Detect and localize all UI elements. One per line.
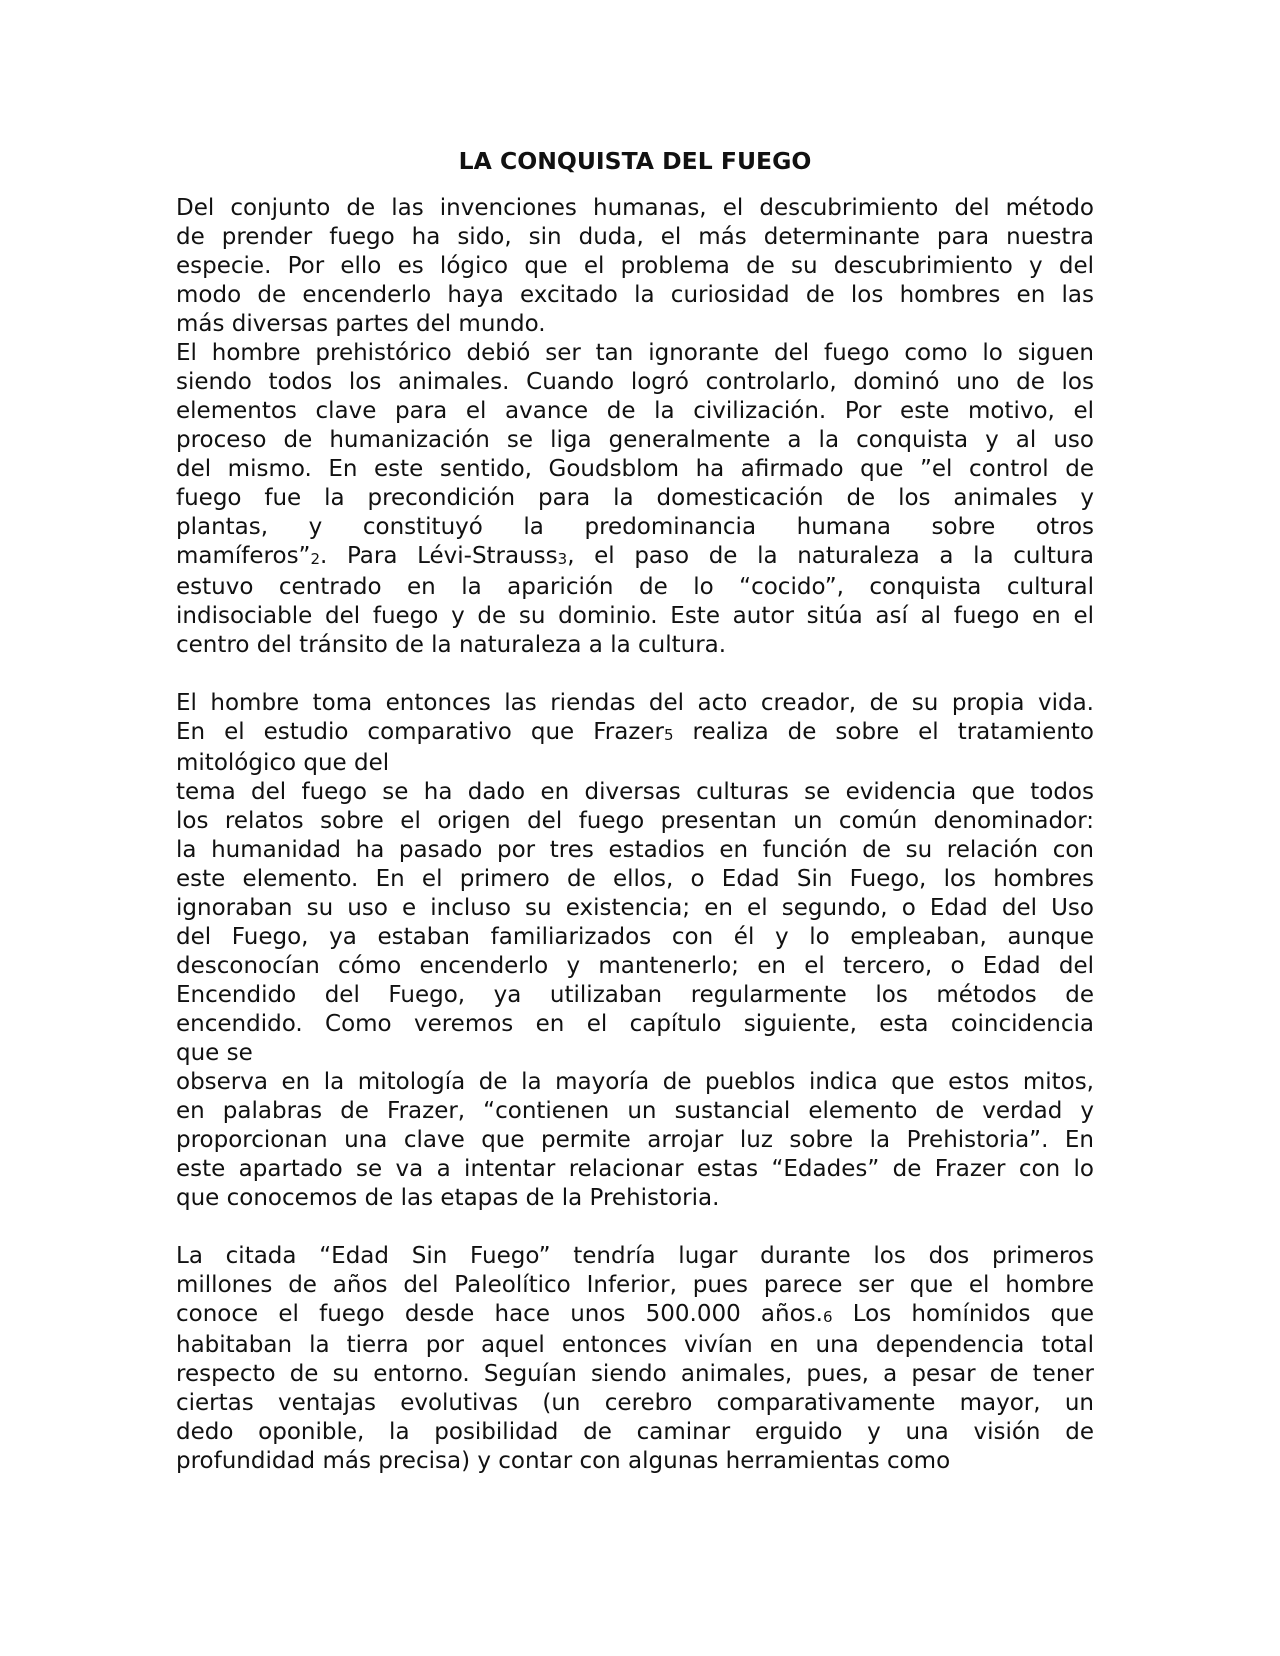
text-line: La citada “Edad Sin Fuego” tendría lugar durante los dos primeros <box>176 1243 1094 1269</box>
document-title: LA CONQUISTA DEL FUEGO <box>458 147 812 175</box>
text-line: este elemento. En el primero de ellos, o Edad Sin Fuego, los hombres <box>176 866 1094 892</box>
text-line: dedo oponible, la posibilidad de caminar erguido y una visión de <box>176 1419 1094 1445</box>
text-line: encendido. Como veremos en el capítulo siguiente, esta coincidencia <box>176 1011 1094 1037</box>
text-line: Encendido del Fuego, ya utilizaban regularmente los métodos de <box>176 982 1094 1008</box>
text-segment: mamíferos” <box>176 543 311 569</box>
text-line: que se <box>176 1040 253 1066</box>
text-line: proporcionan una clave que permite arrojar luz sobre la Prehistoria”. En <box>176 1127 1094 1153</box>
paragraph-4 <box>176 1242 1094 1476</box>
text-line: proceso de humanización se liga generalmente a la conquista y al uso <box>176 427 1094 453</box>
text-line: fuego fue la precondición para la domesticación de los animales y <box>176 485 1094 511</box>
text-line: El hombre prehistórico debió ser tan ignorante del fuego como lo siguen <box>176 340 1094 366</box>
text-line: desconocían cómo encenderlo y mantenerlo; en el tercero, o Edad del <box>176 953 1094 979</box>
text-line-with-footnotes <box>176 542 1094 573</box>
text-line: en palabras de Frazer, “contienen un sustancial elemento de verdad y <box>176 1098 1094 1124</box>
text-line-with-footnote <box>176 1300 1094 1331</box>
text-line: centro del tránsito de la naturaleza a la cultura. <box>176 632 727 658</box>
text-line: de prender fuego ha sido, sin duda, el más determinante para nuestra <box>176 224 1094 250</box>
text-line: plantas, y constituyó la predominancia humana sobre otros <box>176 514 1094 540</box>
text-segment: , el paso de la naturaleza a la cultura <box>567 543 1094 569</box>
text-line: la humanidad ha pasado por tres estadios en función de su relación con <box>176 837 1094 863</box>
paragraph-gap <box>176 660 1094 689</box>
document-body <box>176 140 1094 1476</box>
text-line: estuvo centrado en la aparición de lo “cocido”, conquista cultural <box>176 574 1094 600</box>
text-line: observa en la mitología de la mayoría de pueblos indica que estos mitos, <box>176 1069 1094 1095</box>
text-line: profundidad más precisa) y contar con algunas herramientas como <box>176 1448 951 1474</box>
text-line: habitaban la tierra por aquel entonces vivían en una dependencia total <box>176 1332 1094 1358</box>
text-line: mitológico que del <box>176 750 390 776</box>
text-line: del mismo. En este sentido, Goudsblom ha afirmado que ”el control de <box>176 456 1094 482</box>
text-line: más diversas partes del mundo. <box>176 311 546 337</box>
footnote-marker: 3 <box>557 550 568 568</box>
text-segment: Los homínidos que <box>832 1301 1094 1327</box>
text-segment: En el estudio comparativo que Frazer <box>176 719 664 745</box>
text-line: indisociable del fuego y de su dominio. Este autor sitúa así al fuego en el <box>176 603 1094 629</box>
text-line: Del conjunto de las invenciones humanas, el descubrimiento del método <box>176 195 1094 221</box>
text-segment: conoce el fuego desde hace unos 500.000 años. <box>176 1301 823 1327</box>
text-line: tema del fuego se ha dado en diversas culturas se evidencia que todos <box>176 779 1094 805</box>
text-line: ignoraban su uso e incluso su existencia; en el segundo, o Edad del Uso <box>176 895 1094 921</box>
footnote-marker: 2 <box>310 550 321 568</box>
text-line: respecto de su entorno. Seguían siendo animales, pues, a pesar de tener <box>176 1361 1094 1387</box>
text-line: siendo todos los animales. Cuando logró controlarlo, dominó uno de los <box>176 369 1094 395</box>
text-line: los relatos sobre el origen del fuego presentan un común denominador: <box>176 808 1094 834</box>
footnote-marker: 6 <box>822 1308 833 1326</box>
text-line: ciertas ventajas evolutivas (un cerebro comparativamente mayor, un <box>176 1390 1094 1416</box>
text-line: modo de encenderlo haya excitado la curiosidad de los hombres en las <box>176 282 1094 308</box>
paragraph-2 <box>176 339 1094 660</box>
paragraph-gap <box>176 1213 1094 1242</box>
text-line: que conocemos de las etapas de la Prehistoria. <box>176 1185 720 1211</box>
text-line: este apartado se va a intentar relacionar estas “Edades” de Frazer con lo <box>176 1156 1094 1182</box>
text-line: El hombre toma entonces las riendas del acto creador, de su propia vida. <box>176 690 1094 716</box>
text-line: especie. Por ello es lógico que el problema de su descubrimiento y del <box>176 253 1094 279</box>
text-line: del Fuego, ya estaban familiarizados con él y lo empleaban, aunque <box>176 924 1094 950</box>
paragraph-1 <box>176 194 1094 339</box>
text-line: millones de años del Paleolítico Inferior, pues parece ser que el hombre <box>176 1272 1094 1298</box>
footnote-marker: 5 <box>663 726 674 744</box>
text-line-with-footnote <box>176 718 1094 749</box>
text-segment: . Para Lévi-Strauss <box>320 543 558 569</box>
text-line: elementos clave para el avance de la civilización. Por este motivo, el <box>176 398 1094 424</box>
paragraph-3 <box>176 689 1094 1213</box>
text-segment: realiza de sobre el tratamiento <box>673 719 1094 745</box>
